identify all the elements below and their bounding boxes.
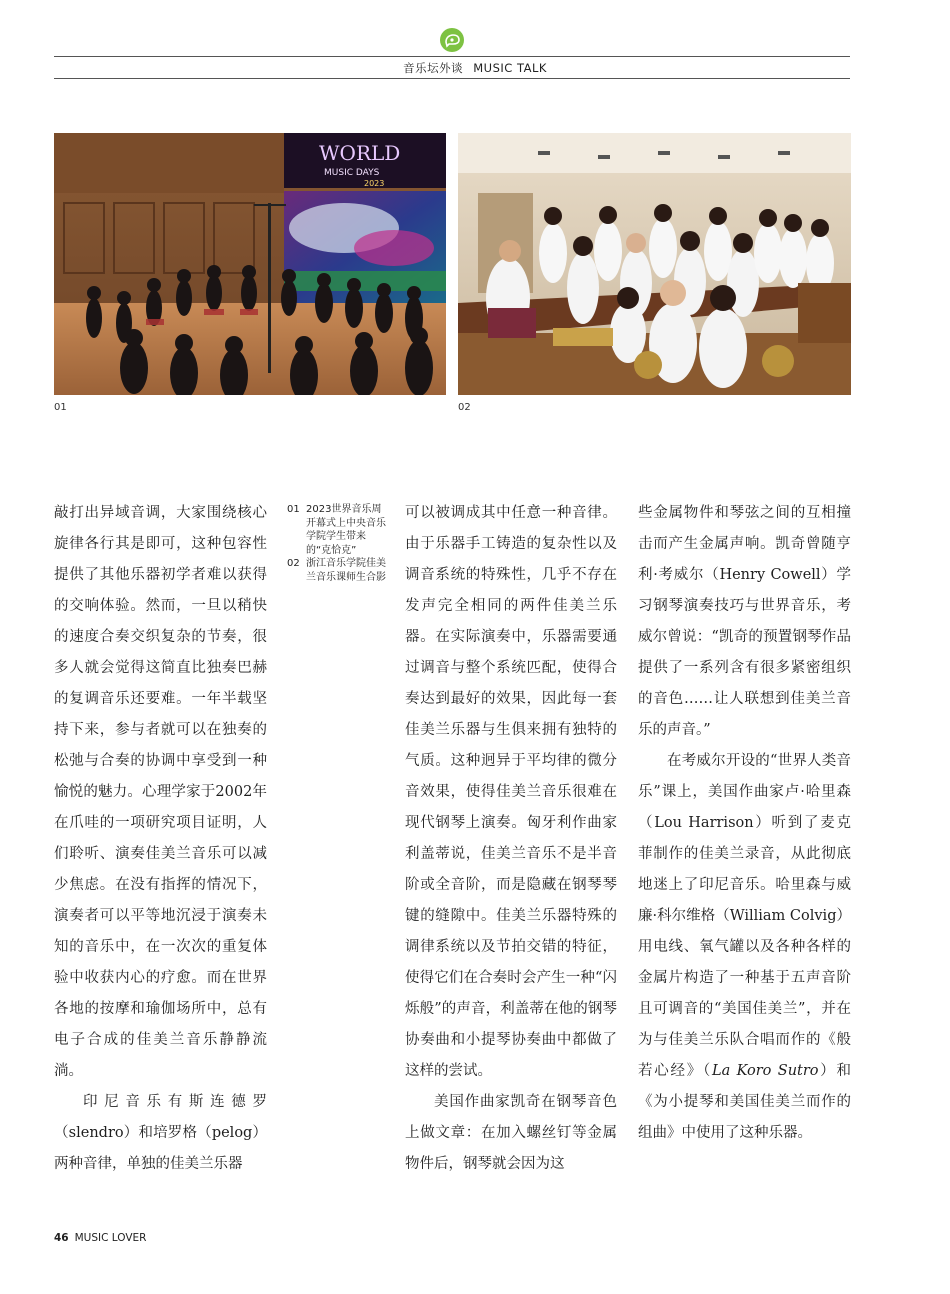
caption-item bbox=[287, 557, 387, 584]
screen-title: WORLD bbox=[319, 141, 401, 165]
text-column-1 bbox=[54, 498, 267, 1180]
paragraph: 美国作曲家凯奇在钢琴音色上做文章：在加入螺丝钉等金属物件后，钢琴就会因为这 bbox=[405, 1094, 617, 1172]
magazine-logo-icon bbox=[440, 28, 464, 52]
photo-number-2: 02 bbox=[458, 402, 471, 413]
section-title-cn: 音乐坛外谈 bbox=[403, 61, 464, 75]
paragraph-text: ）和《为小提琴和美国佳美兰而作的组曲》中使用了这种乐器。 bbox=[638, 1063, 852, 1141]
caption-item bbox=[287, 503, 387, 557]
screen-year: 2023 bbox=[364, 179, 385, 188]
header-rule-bottom bbox=[54, 78, 850, 79]
magazine-name: MUSIC LOVER bbox=[74, 1232, 147, 1244]
section-header bbox=[0, 60, 950, 76]
photo-captions bbox=[287, 503, 387, 584]
caption-text: 2023世界音乐周开幕式上中央音乐学院学生带来的“克恰克” bbox=[306, 504, 386, 556]
caption-text: 浙江音乐学院佳美兰音乐课师生合影 bbox=[306, 558, 386, 583]
section-title-en: MUSIC TALK bbox=[473, 61, 547, 75]
note-bubble-icon bbox=[440, 28, 464, 52]
paragraph bbox=[638, 746, 851, 1149]
caption-number: 02 bbox=[287, 558, 300, 569]
photo-performance bbox=[54, 133, 446, 395]
paragraph: 些金属物件和琴弦之间的互相撞击而产生金属声响。凯奇曾随亨利·考威尔（Henry Cowell）学习钢琴演奏技巧与世界音乐，考威尔曾说：“凯奇的预置钢琴作品提供了一系列含有很多紧密组织的音色……让人联想到佳美兰音乐的声音。” bbox=[638, 505, 851, 738]
text-column-2 bbox=[405, 498, 617, 1180]
screen-subtitle: MUSIC DAYS bbox=[324, 168, 380, 178]
photo-group bbox=[458, 133, 851, 395]
paragraph-text: 在考威尔开设的“世界人类音乐”课上，美国作曲家卢·哈里森（Lou Harrison）听到了麦克菲制作的佳美兰录音，从此彻底地迷上了印尼音乐。哈里森与威廉·科尔维格（William Colvig）用电线、氧气罐以及各种各样的金属片构造了一种基于五声音阶且可调音的“美国佳美兰”，并在为与佳美兰乐队合唱而作的《般若心经》（ bbox=[638, 753, 851, 1079]
paragraph: 可以被调成其中任意一种音律。由于乐器手工铸造的复杂性以及调音系统的特殊性，几乎不存在发声完全相同的两件佳美兰乐器。在实际演奏中，乐器需要通过调音与整个系统匹配，使得合奏达到最好的效果，因此每一套佳美兰乐器与生俱来拥有独特的气质。这种迥异于平均律的微分音效果，使得佳美兰音乐很难在现代钢琴上演奏。匈牙利作曲家利盖蒂说，佳美兰音乐不是半音阶或全音阶，而是隐藏在钢琴琴键的缝隙中。佳美兰乐器特殊的调律系统以及节拍交错的特征，使得它们在合奏时会产生一种“闪烁般”的声音，利盖蒂在他的钢琴协奏曲和小提琴协奏曲中都做了这样的尝试。 bbox=[405, 505, 617, 1079]
work-title-italic: La Koro Sutro bbox=[711, 1063, 819, 1079]
photo-number-1: 01 bbox=[54, 402, 67, 413]
page-footer bbox=[54, 1232, 146, 1244]
page-number: 46 bbox=[54, 1232, 69, 1244]
caption-number: 01 bbox=[287, 504, 300, 515]
text-column-3 bbox=[638, 498, 851, 1149]
header-rule-top bbox=[54, 56, 850, 57]
paragraph: 印尼音乐有斯连德罗（slendro）和培罗格（pelog）两种音律，单独的佳美兰乐器 bbox=[54, 1094, 267, 1172]
paragraph: 敲打出异域音调，大家围绕核心旋律各行其是即可，这种包容性提供了其他乐器初学者难以获得的交响体验。然而，一旦以稍快的速度合奏交织复杂的节奏，很多人就会觉得这简直比独奏巴赫的复调音乐还要难。一年半载坚持下来，参与者就可以在独奏的松弛与合奏的协调中享受到一种愉悦的魅力。心理学家于2002年在爪哇的一项研究项目证明，人们聆听、演奏佳美兰音乐可以减少焦虑。在没有指挥的情况下，演奏者可以平等地沉浸于演奏未知的音乐中，在一次次的重复体验中收获内心的疗愈。而在世界各地的按摩和瑜伽场所中，总有电子合成的佳美兰音乐静静流淌。 bbox=[54, 505, 267, 1079]
